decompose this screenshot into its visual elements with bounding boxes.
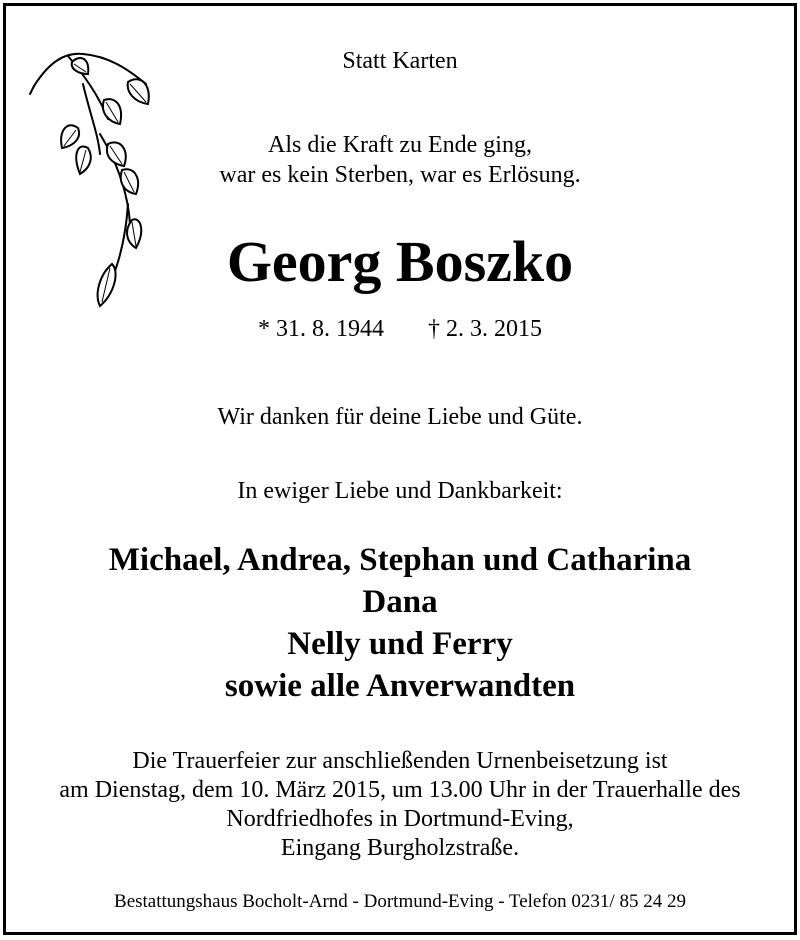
funeral-home-footer: Bestattungshaus Bocholt-Arnd - Dortmund-Eving - Telefon 0231/ 85 24 29: [114, 891, 686, 912]
ceremony-line-3: Nordfriedhofes in Dortmund-Eving,: [226, 806, 574, 832]
verse-line-1: Als die Kraft zu Ende ging,: [268, 132, 532, 158]
ceremony-line-1: Die Trauerfeier zur anschließenden Urnenbeisetzung ist: [132, 748, 668, 774]
mourner-line-1: Michael, Andrea, Stephan und Catharina: [108, 542, 692, 578]
thanks-line: Wir danken für deine Liebe und Güte.: [217, 404, 583, 430]
verse-line-2: war es kein Sterben, war es Erlösung.: [219, 162, 581, 188]
obituary-notice: [3, 3, 797, 935]
birth-date: * 31. 8. 1944: [258, 316, 384, 342]
statt-karten-header: Statt Karten: [342, 48, 458, 74]
life-dates: [6, 316, 794, 343]
mourner-line-2: Dana: [362, 584, 438, 620]
ceremony-line-2: am Dienstag, dem 10. März 2015, um 13.00 Uhr in der Trauerhalle des: [59, 777, 741, 803]
ceremony-line-4: Eingang Burgholzstraße.: [280, 835, 520, 861]
death-date: † 2. 3. 2015: [428, 316, 542, 342]
mourner-line-4: sowie alle Anverwandten: [224, 668, 576, 704]
mourner-line-3: Nelly und Ferry: [287, 626, 513, 662]
closing-line: In ewiger Liebe und Dankbarkeit:: [237, 478, 563, 504]
deceased-name: Georg Boszko: [226, 229, 574, 294]
